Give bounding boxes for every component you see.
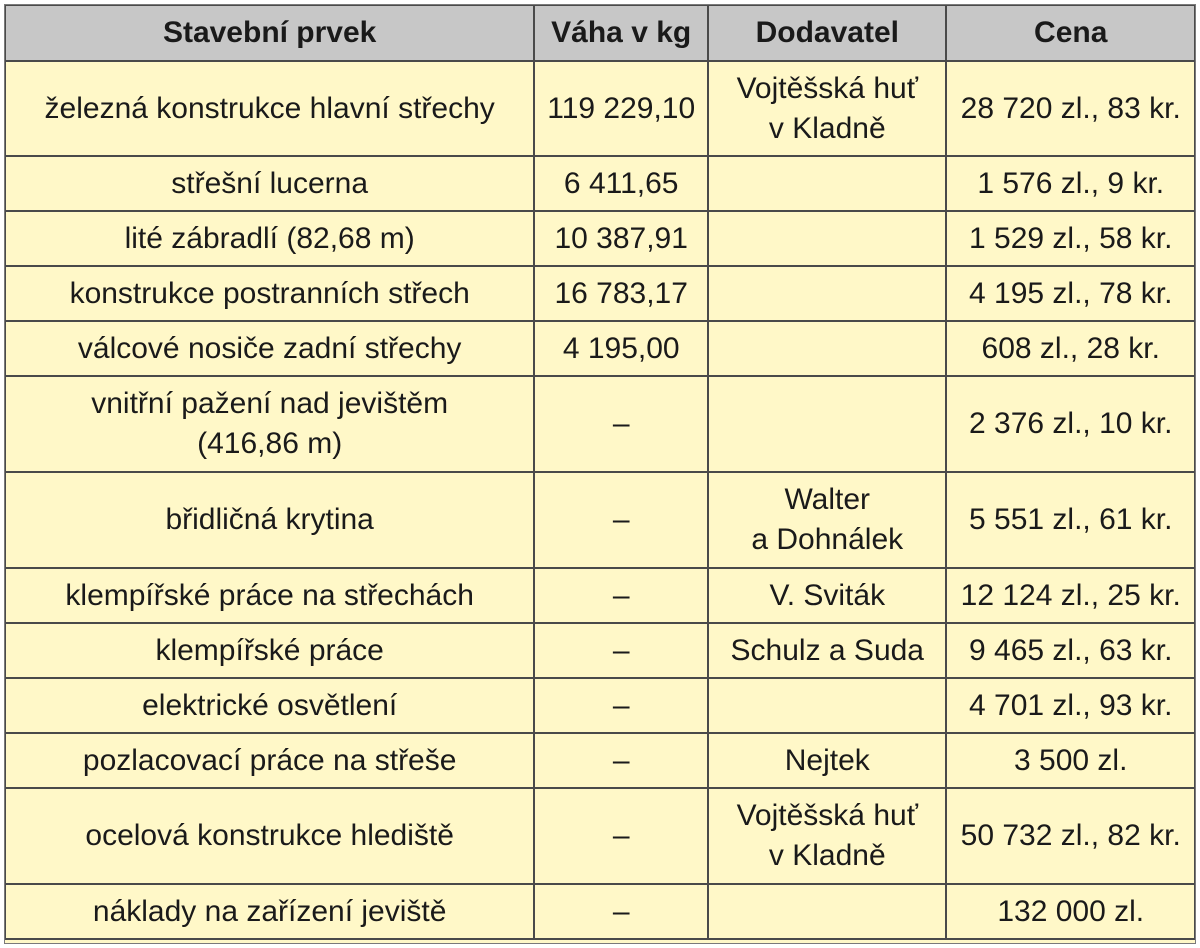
cell-element-line: konstrukce postranních střech [69,276,470,310]
cell-weight: 16 783,17 [534,266,708,321]
construction-cost-table [4,4,1196,940]
cell-weight: – [534,376,708,472]
cell-supplier-line: a Dohnálek [751,523,904,556]
cell-weight: – [534,884,708,939]
cell-supplier [708,733,946,788]
cell-price: 4 701 zl., 93 kr. [946,678,1195,733]
cell-price: 50 732 zl., 82 kr. [946,788,1195,884]
cell-supplier [708,568,946,623]
cell-element [5,472,534,568]
table-row [5,884,1195,939]
table-row [5,61,1195,156]
header-supplier: Dodavatel [708,5,946,61]
cell-element-line: válcové nosiče zadní střechy [77,331,462,365]
table-row [5,472,1195,568]
cell-price: 9 465 zl., 63 kr. [946,623,1195,678]
table-row [5,321,1195,376]
cell-element-line: střešní lucerna [171,166,369,200]
cell-element-line: břidličná krytina [165,503,374,537]
cell-element-line: náklady na zařízení jeviště [92,894,447,928]
cell-price: 4 195 zl., 78 kr. [946,266,1195,321]
table-row [5,376,1195,472]
cell-element [5,376,534,472]
cell-element [5,61,534,156]
cell-supplier-line: Schulz a Suda [730,633,924,667]
table-row [5,733,1195,788]
cell-weight: 6 411,65 [534,156,708,211]
cell-supplier [708,321,946,376]
cell-element [5,678,534,733]
cell-element [5,266,534,321]
cell-element-line: pozlacovací práce na střeše [82,743,457,777]
cell-price: 1 529 zl., 58 kr. [946,211,1195,266]
cell-supplier [708,623,946,678]
cell-element-line: klempířské práce na střechách [65,578,474,612]
cell-element-line: elektrické osvětlení [142,688,398,722]
cell-price: 608 zl., 28 kr. [946,321,1195,376]
cell-supplier [708,472,946,568]
table-row [5,211,1195,266]
cell-weight: 4 195,00 [534,321,708,376]
cell-element-line: klempířské práce [155,633,384,667]
cell-supplier [708,884,946,939]
cell-price: 1 576 zl., 9 kr. [946,156,1195,211]
cell-element [5,623,534,678]
cell-price: 5 551 zl., 61 kr. [946,472,1195,568]
cell-element [5,788,534,884]
cell-price: 12 124 zl., 25 kr. [946,568,1195,623]
table-row [5,623,1195,678]
cell-weight: – [534,678,708,733]
header-row [5,5,1195,61]
cell-supplier [708,788,946,884]
cell-weight: – [534,568,708,623]
table-frame [4,4,1196,944]
cell-weight: – [534,623,708,678]
header-weight: Váha v kg [534,5,708,61]
cell-supplier [708,266,946,321]
cell-price: 3 500 zl. [946,733,1195,788]
cell-element [5,733,534,788]
cell-element [5,568,534,623]
cell-element [5,321,534,376]
cell-price: 132 000 zl. [946,884,1195,939]
table-row [5,156,1195,211]
cell-element-line: (416,86 m) [197,427,343,460]
table-row [5,266,1195,321]
cell-element-line: ocelová konstrukce hlediště [85,819,454,853]
cell-supplier [708,211,946,266]
cell-supplier [708,376,946,472]
cell-weight: – [534,788,708,884]
table-row [5,568,1195,623]
table-row [5,788,1195,884]
cell-supplier-line: V. Sviták [769,578,886,612]
header-element: Stavební prvek [5,5,534,61]
cell-supplier-line: Vojtěšská huť [736,799,918,833]
cell-price: 28 720 zl., 83 kr. [946,61,1195,156]
cell-element-line: železná konstrukce hlavní střechy [44,91,495,125]
cell-supplier-line: v Kladně [768,111,886,145]
table-body [5,61,1195,939]
cell-element-line: lité zábradlí (82,68 m) [124,221,415,255]
cell-weight: 10 387,91 [534,211,708,266]
cell-supplier-line: Vojtěšská huť [736,71,918,105]
cell-supplier-line: Nejtek [784,743,870,777]
cell-element [5,156,534,211]
cell-supplier [708,61,946,156]
header-price: Cena [946,5,1195,61]
cell-supplier-line: v Kladně [768,839,886,872]
cell-weight: 119 229,10 [534,61,708,156]
table-header [5,5,1195,61]
cell-supplier-line: Walter [784,483,871,517]
cell-supplier [708,156,946,211]
cell-element-line: vnitřní pažení nad jevištěm [91,387,449,421]
cell-supplier [708,678,946,733]
cell-element [5,884,534,939]
cell-weight: – [534,472,708,568]
table-row [5,678,1195,733]
cell-weight: – [534,733,708,788]
cell-price: 2 376 zl., 10 kr. [946,376,1195,472]
cell-element [5,211,534,266]
